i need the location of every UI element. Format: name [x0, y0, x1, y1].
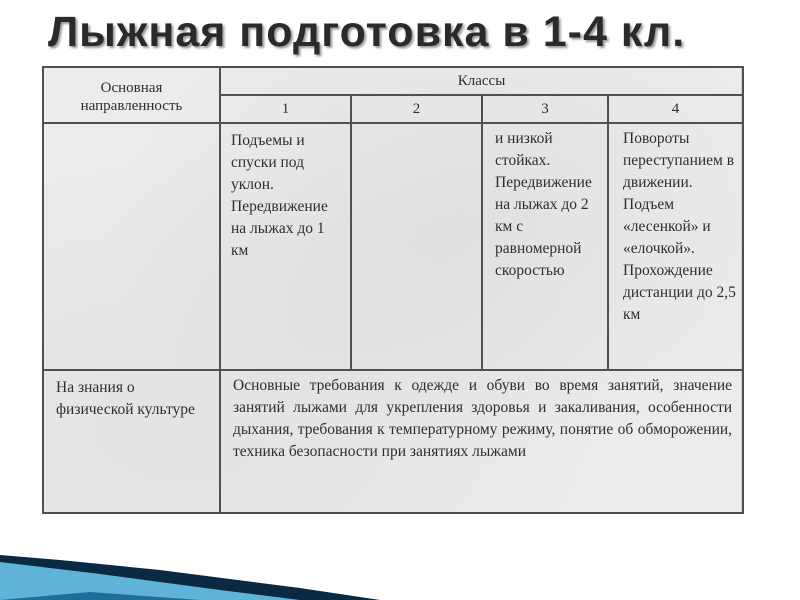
skills-grade-4: Повороты переступанием в движении. Подъем «лесенкой» и «елочкой». Прохождение дистанции до 2,5 км	[608, 123, 743, 370]
header-classes: Классы	[220, 67, 743, 95]
curriculum-table	[42, 66, 744, 514]
decorative-wave	[0, 500, 800, 600]
slide-title: Лыжная подготовка в 1-4 кл.	[48, 8, 686, 56]
skills-grade-1: Подъемы и спуски под уклон. Передвижение на лыжах до 1 км	[220, 123, 351, 370]
skills-grade-2	[351, 123, 482, 370]
header-grade-1: 1	[220, 95, 351, 123]
skills-focus-cell	[43, 123, 220, 370]
scanned-table-image	[42, 66, 742, 514]
header-grade-3: 3	[482, 95, 608, 123]
knowledge-focus: На знания о физической культуре	[43, 370, 220, 513]
skills-grade-3: и низкой стойках. Передвижение на лыжах до 2 км с равномерной скоростью	[482, 123, 608, 370]
header-focus: Основная направленность	[43, 67, 220, 123]
knowledge-content: Основные требования к одежде и обуви во время занятий, значение занятий лыжами для укрепления здоровья и закаливания, особенности дыхания, требования к температурному режиму, понятие об обморожении, техника безопасности при занятиях лыжами	[220, 370, 743, 513]
header-grade-2: 2	[351, 95, 482, 123]
header-grade-4: 4	[608, 95, 743, 123]
